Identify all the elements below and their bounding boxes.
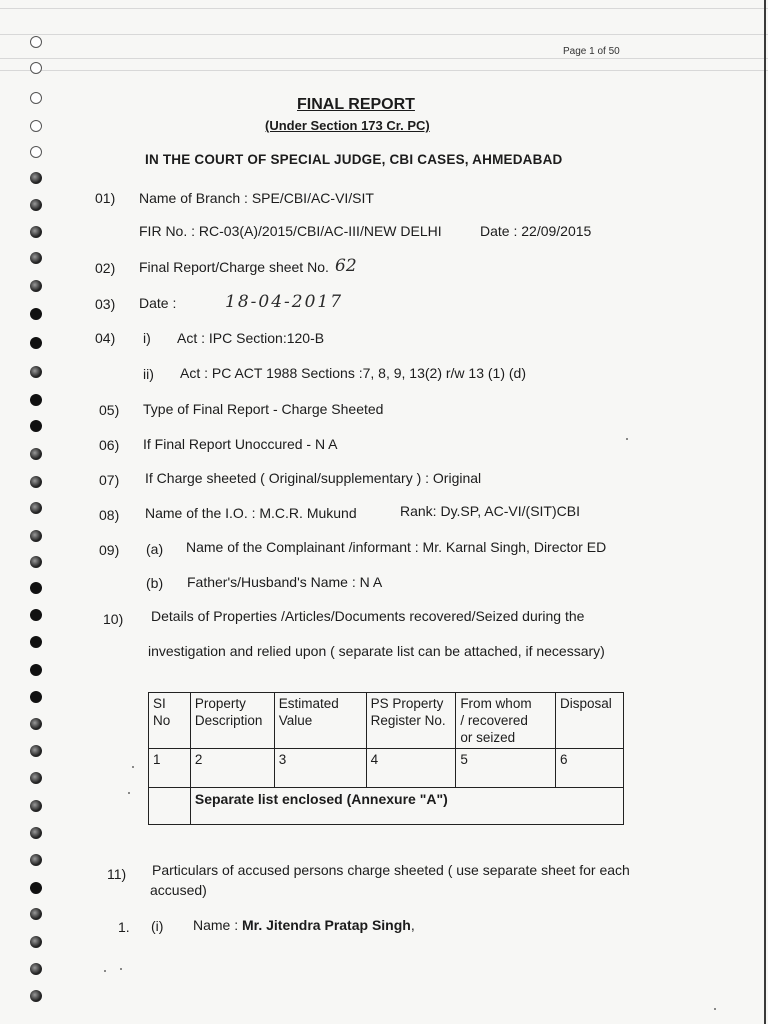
binder-hole [30,827,42,839]
binder-hole [30,636,42,648]
properties-line-1: Details of Properties /Articles/Documents recovered/Seized during the [151,608,585,624]
table-cell: 2 [190,749,274,788]
divider [0,8,768,9]
item-number: 04) [95,330,116,346]
complainant: Name of the Complainant /informant : Mr. Karnal Singh, Director ED [186,539,607,555]
header-line: Register No. [370,713,446,728]
header-line: Property [194,696,246,711]
io-rank: Rank: Dy.SP, AC-VI/(SIT)CBI [400,503,580,519]
header-line: Value [278,713,313,728]
report-subtitle: (Under Section 173 Cr. PC) [265,118,430,133]
scan-speck [104,970,106,972]
properties-table [148,692,624,825]
binder-hole [30,172,42,184]
scan-speck [132,766,134,768]
act-pc: Act : PC ACT 1988 Sections :7, 8, 9, 13(2) r/w 13 (1) (d) [180,365,527,381]
accused-name [193,917,415,933]
binder-hole [30,308,42,320]
charge-sheet-number-handwritten: 62 [335,256,357,276]
item-number: 06) [99,437,120,453]
header-line: or seized [460,730,516,745]
binder-hole [30,420,42,432]
scan-speck [128,792,130,794]
binder-holes [30,0,50,1024]
father-husband-name: Father's/Husband's Name : N A [187,574,383,590]
header-line: Estimated [278,696,339,711]
header-cell [456,693,556,749]
binder-hole [30,120,42,132]
item-number: 08) [99,507,120,523]
binder-hole [30,252,42,264]
binder-hole [30,854,42,866]
properties-line-2: investigation and relied upon ( separate list can be attached, if necessary) [148,643,605,659]
report-unoccured: If Final Report Unoccured - N A [143,436,338,452]
sub-item-ii: ii) [143,366,154,382]
binder-hole [30,448,42,460]
table-cell: 6 [556,749,624,788]
page-edge [764,0,766,1024]
accused-particulars-line-1: Particulars of accused persons charge sheeted ( use separate sheet for each [152,862,630,878]
table-row [149,788,624,825]
binder-hole [30,664,42,676]
report-title: FINAL REPORT [297,96,415,113]
header-cell [556,693,624,749]
item-number: 05) [99,402,120,418]
binder-hole [30,199,42,211]
accused-number: 1. [118,919,130,935]
divider [0,70,768,71]
table-cell: 4 [366,749,456,788]
divider [0,58,768,59]
item-number: 07) [99,472,120,488]
header-line: SI [153,696,166,711]
binder-hole [30,800,42,812]
header-cell [190,693,274,749]
table-cell [149,788,191,825]
table-header-row [149,693,624,749]
table-cell: 5 [456,749,556,788]
charge-sheet-type: If Charge sheeted ( Original/supplementary ) : Original [145,470,482,486]
binder-hole [30,337,42,349]
scan-speck [626,438,628,440]
binder-hole [30,366,42,378]
binder-hole [30,62,42,74]
table-cell: 3 [274,749,366,788]
item-number: 09) [99,542,120,558]
header-line: Description [194,713,263,728]
item-number: 02) [95,260,116,276]
header-cell [274,693,366,749]
fir-number: FIR No. : RC-03(A)/2015/CBI/AC-III/NEW DELHI [139,223,442,239]
io-name: Name of the I.O. : M.C.R. Mukund [145,505,357,521]
binder-hole [30,772,42,784]
binder-hole [30,963,42,975]
binder-hole [30,92,42,104]
binder-hole [30,556,42,568]
binder-hole [30,280,42,292]
act-ipc: Act : IPC Section:120-B [177,330,325,346]
binder-hole [30,718,42,730]
item-number: 03) [95,296,116,312]
header-line: Disposal [560,696,612,711]
header-cell [149,693,191,749]
binder-hole [30,990,42,1002]
sub-item-b: (b) [146,575,164,591]
accused-particulars-line-2: accused) [150,882,207,898]
header-line: No [153,713,171,728]
sub-item-i: i) [143,330,151,346]
accused-name-trail: , [410,917,415,933]
accused-name-value: Mr. Jitendra Pratap Singh [242,917,411,933]
charge-sheet-label: Final Report/Charge sheet No. [139,259,329,275]
sub-item-a: (a) [146,541,164,557]
header-cell [366,693,456,749]
binder-hole [30,36,42,48]
binder-hole [30,582,42,594]
item-number: 11) [107,866,127,882]
binder-hole [30,936,42,948]
binder-hole [30,502,42,514]
scan-speck [120,968,122,970]
date-label: Date : [139,295,177,311]
binder-hole [30,882,42,894]
branch-name: Name of Branch : SPE/CBI/AC-VI/SIT [139,190,374,206]
table-cell: 1 [149,749,191,788]
report-date-handwritten: 18-04-2017 [225,292,344,312]
header-line: From whom [460,696,532,711]
header-line: / recovered [460,713,528,728]
binder-hole [30,908,42,920]
binder-hole [30,226,42,238]
binder-hole [30,745,42,757]
header-line: PS Property [370,696,444,711]
binder-hole [30,691,42,703]
item-number: 01) [95,190,116,206]
divider [0,34,768,35]
report-type: Type of Final Report - Charge Sheeted [143,401,384,417]
binder-hole [30,530,42,542]
binder-hole [30,476,42,488]
binder-hole [30,146,42,158]
scan-speck [714,1008,716,1010]
binder-hole [30,609,42,621]
court-heading: IN THE COURT OF SPECIAL JUDGE, CBI CASES, AHMEDABAD [145,152,563,167]
binder-hole [30,394,42,406]
page-number: Page 1 of 50 [563,46,620,57]
table-row [149,749,624,788]
item-number: 10) [103,611,124,627]
fir-date: Date : 22/09/2015 [480,223,592,239]
accused-name-label: Name : [193,917,239,933]
annexure-note: Separate list enclosed (Annexure "A") [190,788,623,825]
sub-item-i: (i) [151,918,164,934]
